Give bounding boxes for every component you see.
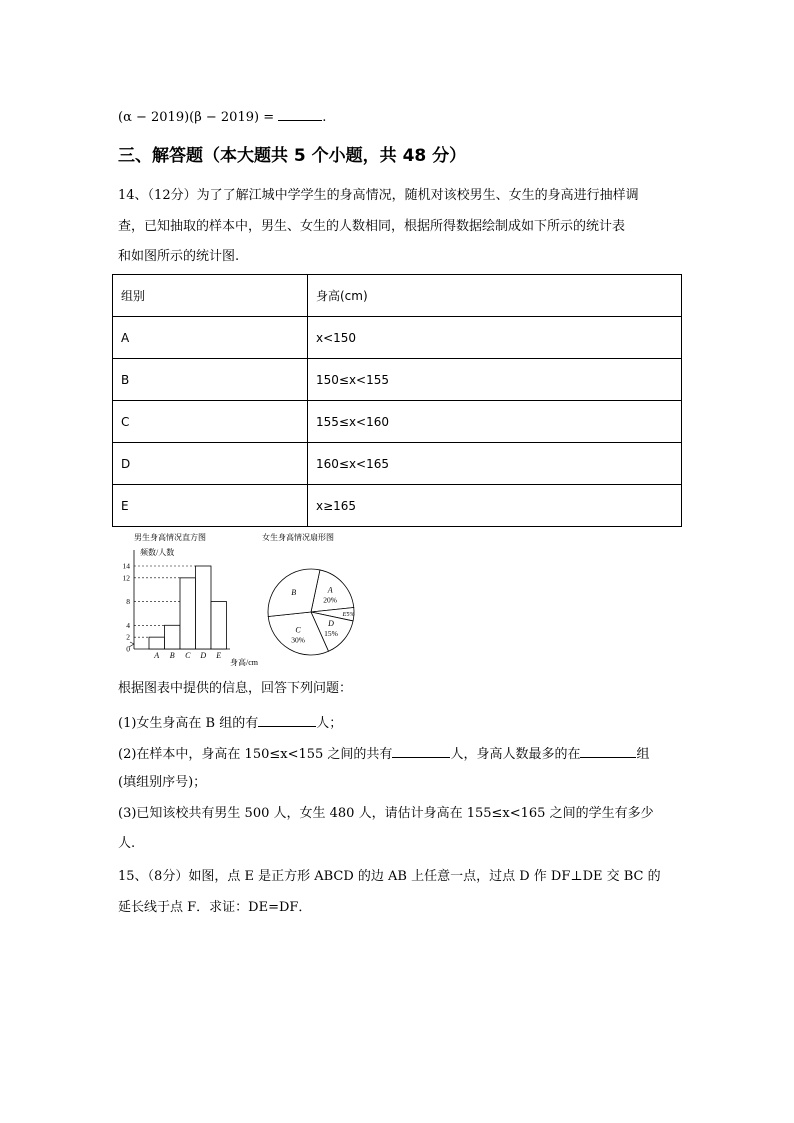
table-row: [113, 443, 682, 485]
histogram-bar-D: [196, 566, 212, 649]
pie-percent-C: 30%: [291, 635, 305, 645]
table-cell-range: x≥165: [308, 485, 682, 527]
histogram-xticks: [153, 651, 221, 660]
histogram-title: 男生身高情况直方图: [134, 533, 206, 542]
histogram-bar-B: [165, 625, 181, 649]
histogram-ytick-label: 2: [126, 632, 130, 642]
answer-blank-2[interactable]: [392, 745, 450, 758]
formula-line: (α − 2019)(β − 2019) = .: [118, 110, 327, 125]
table-header-cell: 身高(cm): [308, 275, 682, 317]
male-histogram: [123, 532, 259, 667]
pie-percent-D: 15%: [324, 629, 338, 639]
table-header-row: [113, 275, 682, 317]
pie-percent-E: 5%: [346, 611, 355, 618]
table-cell-range: 160≤x<165: [308, 443, 682, 485]
answer-blank-3[interactable]: [580, 745, 636, 758]
histogram-xtick-label: A: [154, 651, 160, 660]
figures: [112, 528, 412, 673]
table-row: [113, 317, 682, 359]
pie-label-D: D: [328, 619, 334, 629]
q14-intro-line2: 查，已知抽取的样本中，男生、女生的人数相同，根据所得数据绘制成如下所示的统计表: [118, 219, 626, 234]
formula-text: (α − 2019)(β − 2019) =: [118, 110, 279, 125]
pie-title: 女生身高情况扇形图: [262, 533, 334, 542]
table-cell-range: x<150: [308, 317, 682, 359]
histogram-xtick-label: D: [200, 651, 207, 660]
table-cell-group: C: [113, 401, 308, 443]
table-cell-range: 155≤x<160: [308, 401, 682, 443]
q15-line1: 15、（8分）如图，点 E 是正方形 ABCD 的边 AB 上任意一点，过点 D 作 DF⊥DE 交 BC 的: [118, 869, 661, 884]
table-cell-group: E: [113, 485, 308, 527]
pie-label-E: E: [342, 610, 347, 618]
histogram-bars: [149, 566, 227, 649]
answer-blank-1[interactable]: [258, 714, 316, 727]
q14-intro-line1: 14、（12分）为了了解江城中学学生的身高情况，随机对该校男生、女生的身高进行抽样调: [118, 188, 639, 203]
histogram-ytick-label: 4: [126, 620, 130, 630]
histogram-bar-A: [149, 637, 165, 649]
pie-label-A: A: [327, 585, 333, 595]
table-cell-group: A: [113, 317, 308, 359]
q14-sub3-line1: (3)已知该校共有男生 500 人，女生 480 人，请估计身高在 155≤x<165 之间的学生有多少: [118, 806, 654, 821]
section-title: 三、解答题（本大题共 5 个小题，共 48 分）: [118, 146, 467, 166]
histogram-bar-C: [180, 578, 196, 649]
histogram-xtick-label: C: [185, 651, 191, 660]
table-cell-group: B: [113, 359, 308, 401]
q14-intro-line3: 和如图所示的统计图.: [118, 249, 240, 264]
q14-after-figure: 根据图表中提供的信息，回答下列问题：: [118, 681, 353, 696]
table-row: [113, 485, 682, 527]
histogram-ytick-label: 12: [122, 573, 130, 583]
pie-slices: [268, 569, 354, 655]
histogram-xtick-label: E: [216, 651, 222, 660]
histogram-xtick-label: B: [169, 651, 175, 660]
histogram-ytick-label: 8: [126, 597, 130, 607]
histogram-ytick-label: 14: [122, 561, 130, 571]
histogram-yticks: [123, 562, 131, 654]
table-row: [113, 359, 682, 401]
histogram-bar-E: [211, 602, 227, 649]
table-row: [113, 401, 682, 443]
formula-blank[interactable]: [278, 108, 322, 121]
q14-sub2: (2)在样本中，身高在 150≤x<155 之间的共有 人，身高人数最多的在 组: [118, 747, 650, 762]
pie-percent-A: 20%: [323, 595, 338, 605]
female-pie: [262, 532, 354, 655]
table-cell-range: 150≤x<155: [308, 359, 682, 401]
histogram-ylabel: 频数/人数: [140, 548, 175, 557]
pie-label-C: C: [295, 625, 301, 635]
q14-sub2-line2: (填组别序号)；: [118, 775, 207, 790]
height-group-table: [112, 274, 682, 527]
pie-label-B: B: [291, 587, 297, 597]
q14-sub1: (1)女生身高在 B 组的有 人；: [118, 716, 343, 731]
histogram-xlabel: 身高/cm: [230, 658, 258, 667]
q15-line2: 延长线于点 F．求证：DE=DF．: [118, 900, 312, 915]
table-cell-group: D: [113, 443, 308, 485]
table-header-cell: 组别: [113, 275, 308, 317]
q14-sub3-line2: 人.: [118, 836, 136, 851]
histogram-ytick-label: 0: [126, 644, 130, 654]
